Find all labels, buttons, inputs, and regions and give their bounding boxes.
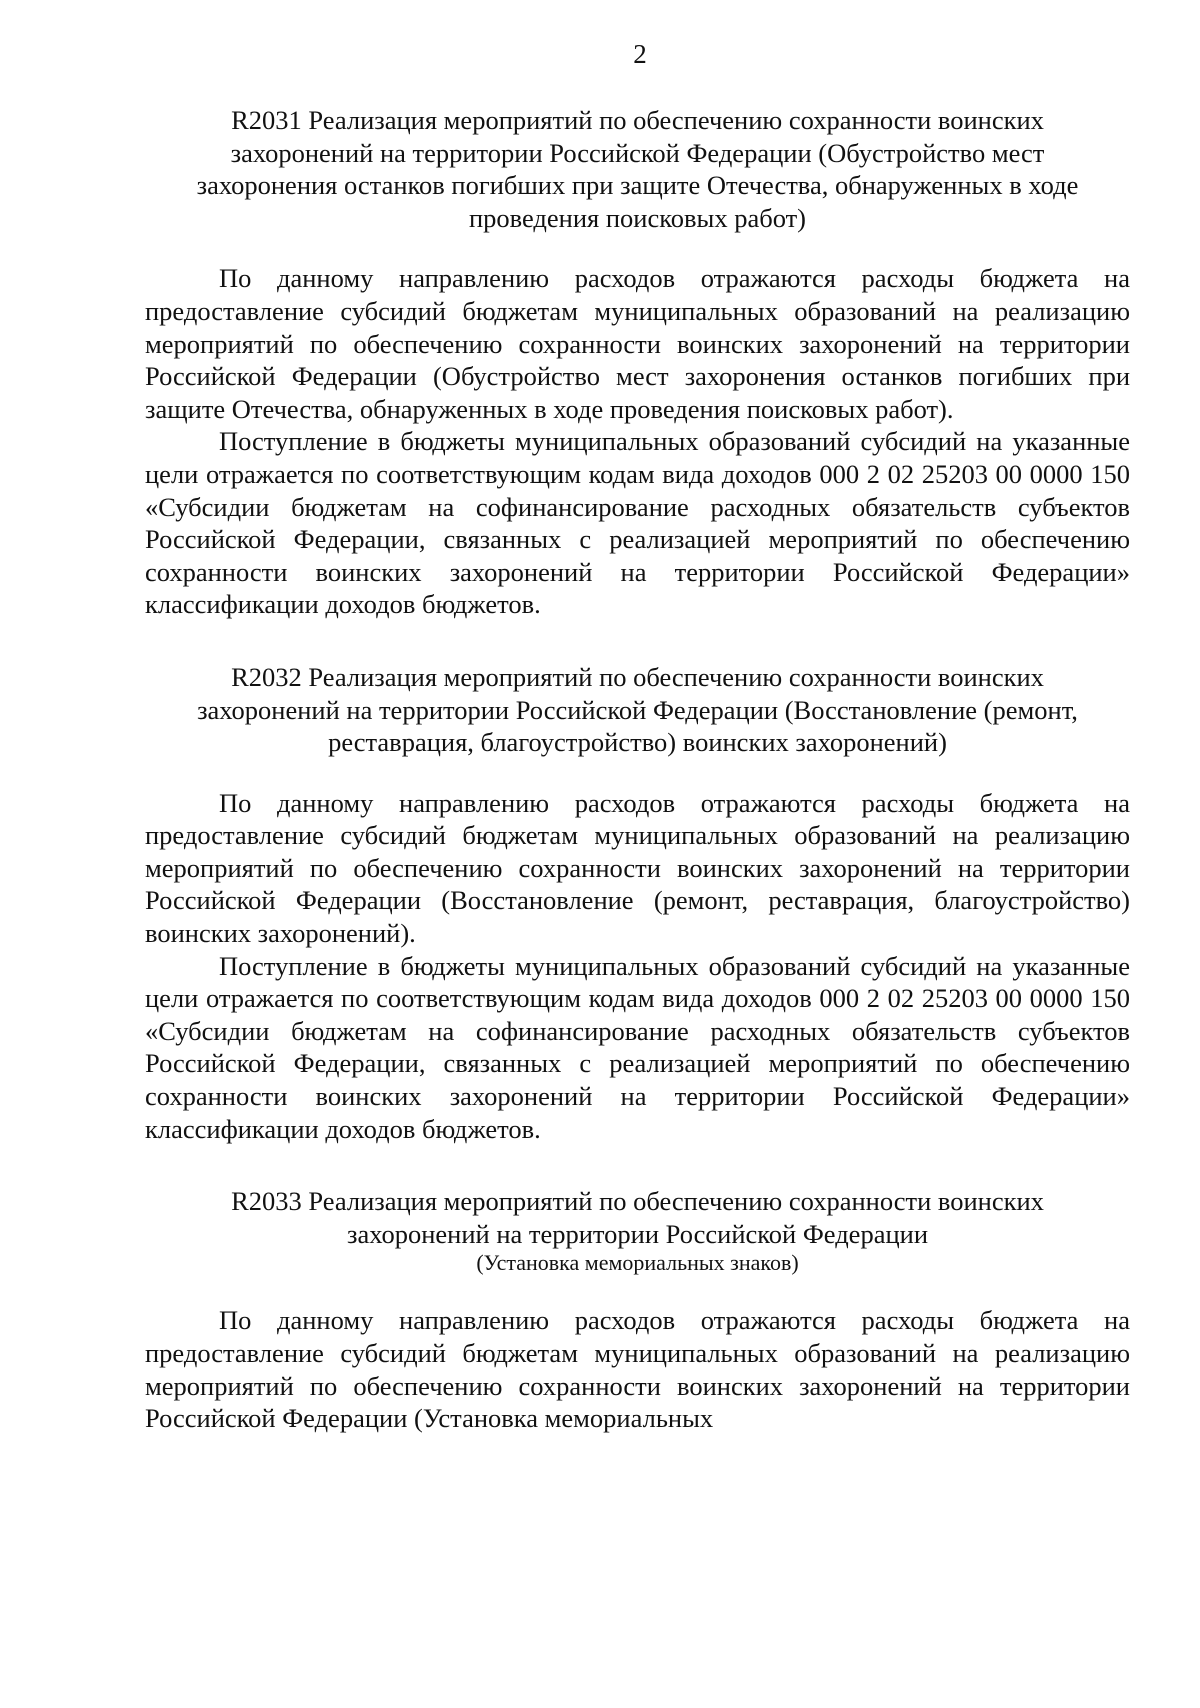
heading-line: захоронений на территории Российской Федерации bbox=[346, 1218, 929, 1249]
heading-line: R2031 Реализация мероприятий по обеспечению сохранности воинских bbox=[231, 105, 1044, 135]
page-number: 2 bbox=[633, 39, 647, 69]
heading-line: R2033 Реализация мероприятий по обеспечению сохранности воинских bbox=[231, 1186, 1044, 1217]
spacer bbox=[145, 621, 1130, 661]
body-paragraph: По данному направлению расходов отражаются расходы бюджета на предоставление субсидий бюджетам муниципальных образований на реализацию мероприятий по обеспечению сохранности воинских захоронений на территории Российской Федерации (Обустройство мест захоронения останков погибших при защите Отечества, обнаруженных в ходе проведения поисковых работ). bbox=[145, 263, 1130, 424]
spacer bbox=[145, 1276, 1130, 1304]
heading-line: захоронения останков погибших при защите Отечества, обнаруженных в ходе bbox=[196, 170, 1079, 201]
section-r2032 bbox=[145, 661, 1130, 1145]
heading-line: захоронений на территории Российской Федерации (Восстановление (ремонт, bbox=[197, 694, 1078, 725]
spacer bbox=[145, 1145, 1130, 1185]
spacer bbox=[145, 234, 1130, 262]
spacer bbox=[145, 759, 1130, 787]
heading-line: проведения поисковых работ) bbox=[468, 202, 807, 233]
document-body bbox=[145, 104, 1130, 1435]
section-heading bbox=[145, 1185, 1130, 1276]
section-r2031 bbox=[145, 104, 1130, 621]
heading-line: захоронений на территории Российской Федерации (Обустройство мест bbox=[230, 137, 1045, 168]
body-paragraph: Поступление в бюджеты муниципальных образований субсидий на указанные цели отражается по соответствующим кодам вида доходов 000 2 02 25203 00 0000 150 «Субсидии бюджетам на софинансирование расходных обязательств субъектов Российской Федерации, связанных с реализацией мероприятий по обеспечению сохранности воинских захоронений на территории Российской Федерации» классификации доходов бюджетов. bbox=[145, 426, 1130, 620]
body-paragraph: Поступление в бюджеты муниципальных образований субсидий на указанные цели отражается по соответствующим кодам вида доходов 000 2 02 25203 00 0000 150 «Субсидии бюджетам на софинансирование расходных обязательств субъектов Российской Федерации, связанных с реализацией мероприятий по обеспечению сохранности воинских захоронений на территории Российской Федерации» классификации доходов бюджетов. bbox=[145, 950, 1130, 1144]
section-heading bbox=[145, 661, 1130, 759]
heading-line: R2032 Реализация мероприятий по обеспечению сохранности воинских bbox=[231, 661, 1044, 692]
heading-subline: (Установка мемориальных знаков) bbox=[476, 1250, 799, 1276]
section-heading bbox=[145, 104, 1130, 234]
heading-line: реставрация, благоустройство) воинских захоронений) bbox=[328, 727, 947, 758]
body-paragraph: По данному направлению расходов отражаются расходы бюджета на предоставление субсидий бюджетам муниципальных образований на реализацию мероприятий по обеспечению сохранности воинских захоронений на территории Российской Федерации (Установка мемориальных bbox=[145, 1305, 1130, 1434]
section-r2033 bbox=[145, 1185, 1130, 1435]
body-paragraph: По данному направлению расходов отражаются расходы бюджета на предоставление субсидий бюджетам муниципальных образований на реализацию мероприятий по обеспечению сохранности воинских захоронений на территории Российской Федерации (Восстановление (ремонт, реставрация, благоустройство) воинских захоронений). bbox=[145, 787, 1130, 949]
